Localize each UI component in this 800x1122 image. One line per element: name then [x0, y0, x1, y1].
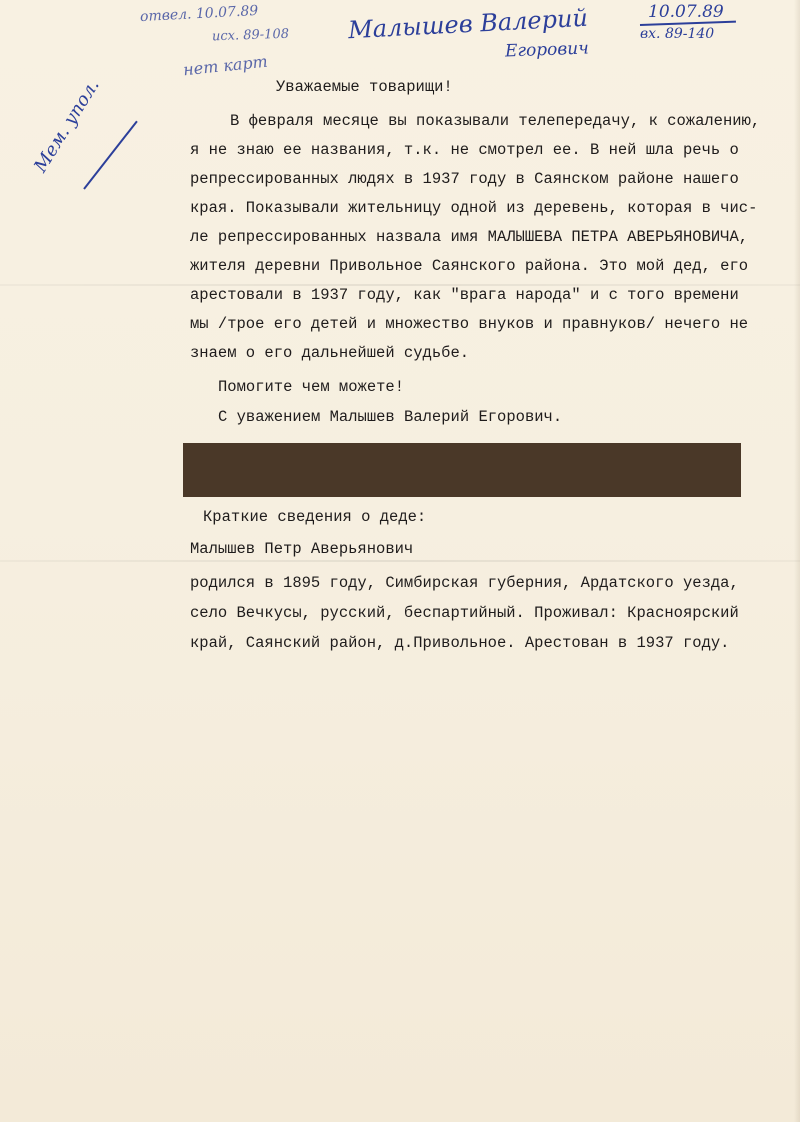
margin-note: Мем. упол. — [30, 75, 104, 177]
outgoing-number-note: исх. 89-108 — [211, 26, 290, 45]
body-line: мы /трое его детей и множество внуков и правнуков/ нечего не — [190, 315, 749, 333]
body-line: арестовали в 1937 году, как "врага народа" и с того времени — [190, 286, 739, 304]
plea-line: Помогите чем можете! — [218, 378, 405, 396]
body-line: я не знаю ее названия, т.к. не смотрел ее. В ней шла речь о — [190, 141, 739, 159]
incoming-number-note: вх. 89-140 — [640, 26, 715, 42]
outgoing-date-note: отвел. 10.07.89 — [139, 2, 259, 26]
grandfather-name: Малышев Петр Аверьянович — [190, 540, 414, 558]
no-card-note: нет карт — [182, 51, 269, 80]
greeting: Уважаемые товарищи! — [276, 78, 453, 96]
closing-line: С уважением Малышев Валерий Егорович. — [218, 408, 563, 426]
bio-line: село Вечкусы, русский, беспартийный. Проживал: Красноярский — [190, 604, 739, 622]
signature-name: Малышев Валерий — [347, 3, 589, 45]
body-line: ле репрессированных назвала имя МАЛЫШЕВА ПЕТРА АВЕРЬЯНОВИЧА, — [190, 228, 749, 246]
body-line: жителя деревни Привольное Саянского района. Это мой дед, его — [190, 257, 749, 275]
redaction-bar — [183, 443, 741, 497]
bio-line: родился в 1895 году, Симбирская губерния, Ардатского уезда, — [190, 574, 739, 592]
page-edge-shadow — [794, 0, 800, 1122]
margin-stroke — [83, 121, 138, 190]
bio-line: край, Саянский район, д.Привольное. Арестован в 1937 году. — [190, 634, 730, 652]
body-line: В февраля месяце вы показывали телепередачу, к сожалению, — [230, 112, 761, 130]
body-line: края. Показывали жительницу одной из деревень, которая в чис- — [190, 199, 758, 217]
info-heading: Краткие сведения о деде: — [203, 508, 427, 526]
body-line: знаем о его дальнейшей судьбе. — [190, 344, 470, 362]
fold-line — [0, 560, 800, 562]
incoming-date-note: 10.07.89 — [648, 2, 724, 22]
body-line: репрессированных людях в 1937 году в Саянском районе нашего — [190, 170, 739, 188]
signature-patronymic: Егорович — [504, 38, 590, 62]
